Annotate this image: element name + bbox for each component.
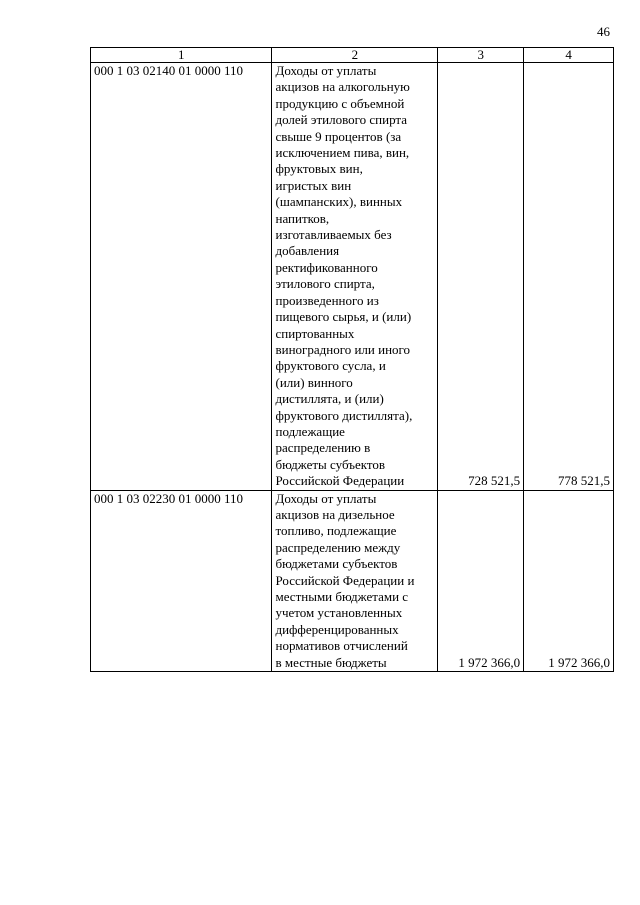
description-line: игристых вин [275,177,352,193]
table-row [91,490,614,671]
description-line: фруктовых вин, [275,161,363,177]
column-header-2: 2 [272,48,438,63]
description-line: учетом установленных [275,605,403,621]
description-line: в местные бюджеты [275,654,387,670]
description-line: продукцию с объемной [275,95,405,111]
revenue-description [272,490,438,671]
description-line: распределению между [275,539,401,555]
description-line: Российской Федерации и [275,572,415,588]
description-line: бюджеты субъектов [275,456,386,472]
column-header-3: 3 [438,48,524,63]
description-line: свыше 9 процентов (за [275,128,402,144]
description-line: акцизов на алкогольную [275,79,410,95]
description-line: местными бюджетами с [275,589,409,604]
budget-classification-code: 000 1 03 02230 01 0000 110 [91,490,272,671]
budget-classification-code: 000 1 03 02140 01 0000 110 [91,63,272,491]
column-header-1: 1 [91,48,272,63]
description-line: изготавливаемых без [275,227,392,243]
description-line: спиртованных [275,325,355,341]
description-line: виноградного или иного [275,341,411,357]
description-line: распределению в [275,440,371,456]
description-line: пищевого сырья, и (или) [275,309,412,325]
description-line: Доходы от уплаты [275,63,377,78]
description-line: напитков, [275,210,330,226]
description-line: дистиллята, и (или) [275,391,384,407]
description-line: Доходы от уплаты [275,490,377,506]
description-line: этилового спирта, [275,276,375,292]
description-line: ректификованного [275,259,378,275]
page-number: 46 [597,24,610,39]
description-line: дифференцированных [275,621,399,637]
description-line: долей этилового спирта [275,112,408,128]
description-line: (шампанских), винных [275,194,403,210]
description-line: добавления [275,243,340,259]
description-line: подлежащие [275,423,345,439]
revenue-table [90,47,614,672]
column-header-4: 4 [524,48,614,63]
description-line: исключением пива, вин, [275,145,410,161]
description-line: бюджетами субъектов [275,556,398,572]
amount-column-3: 728 521,5 [438,63,524,491]
description-line: акцизов на дизельное [275,506,395,522]
table-header-row [91,48,614,63]
description-line: произведенного из [275,292,379,308]
description-line: нормативов отчислений [275,638,408,654]
description-line: топливо, подлежащие [275,523,397,539]
amount-column-4: 778 521,5 [524,63,614,491]
amount-column-3: 1 972 366,0 [438,490,524,671]
amount-column-4: 1 972 366,0 [524,490,614,671]
description-line: (или) винного [275,374,353,390]
revenue-description [272,63,438,491]
description-line: фруктового дистиллята), [275,407,413,423]
table-row [91,63,614,491]
description-line: Российской Федерации [275,473,405,489]
description-line: фруктового сусла, и [275,358,386,374]
